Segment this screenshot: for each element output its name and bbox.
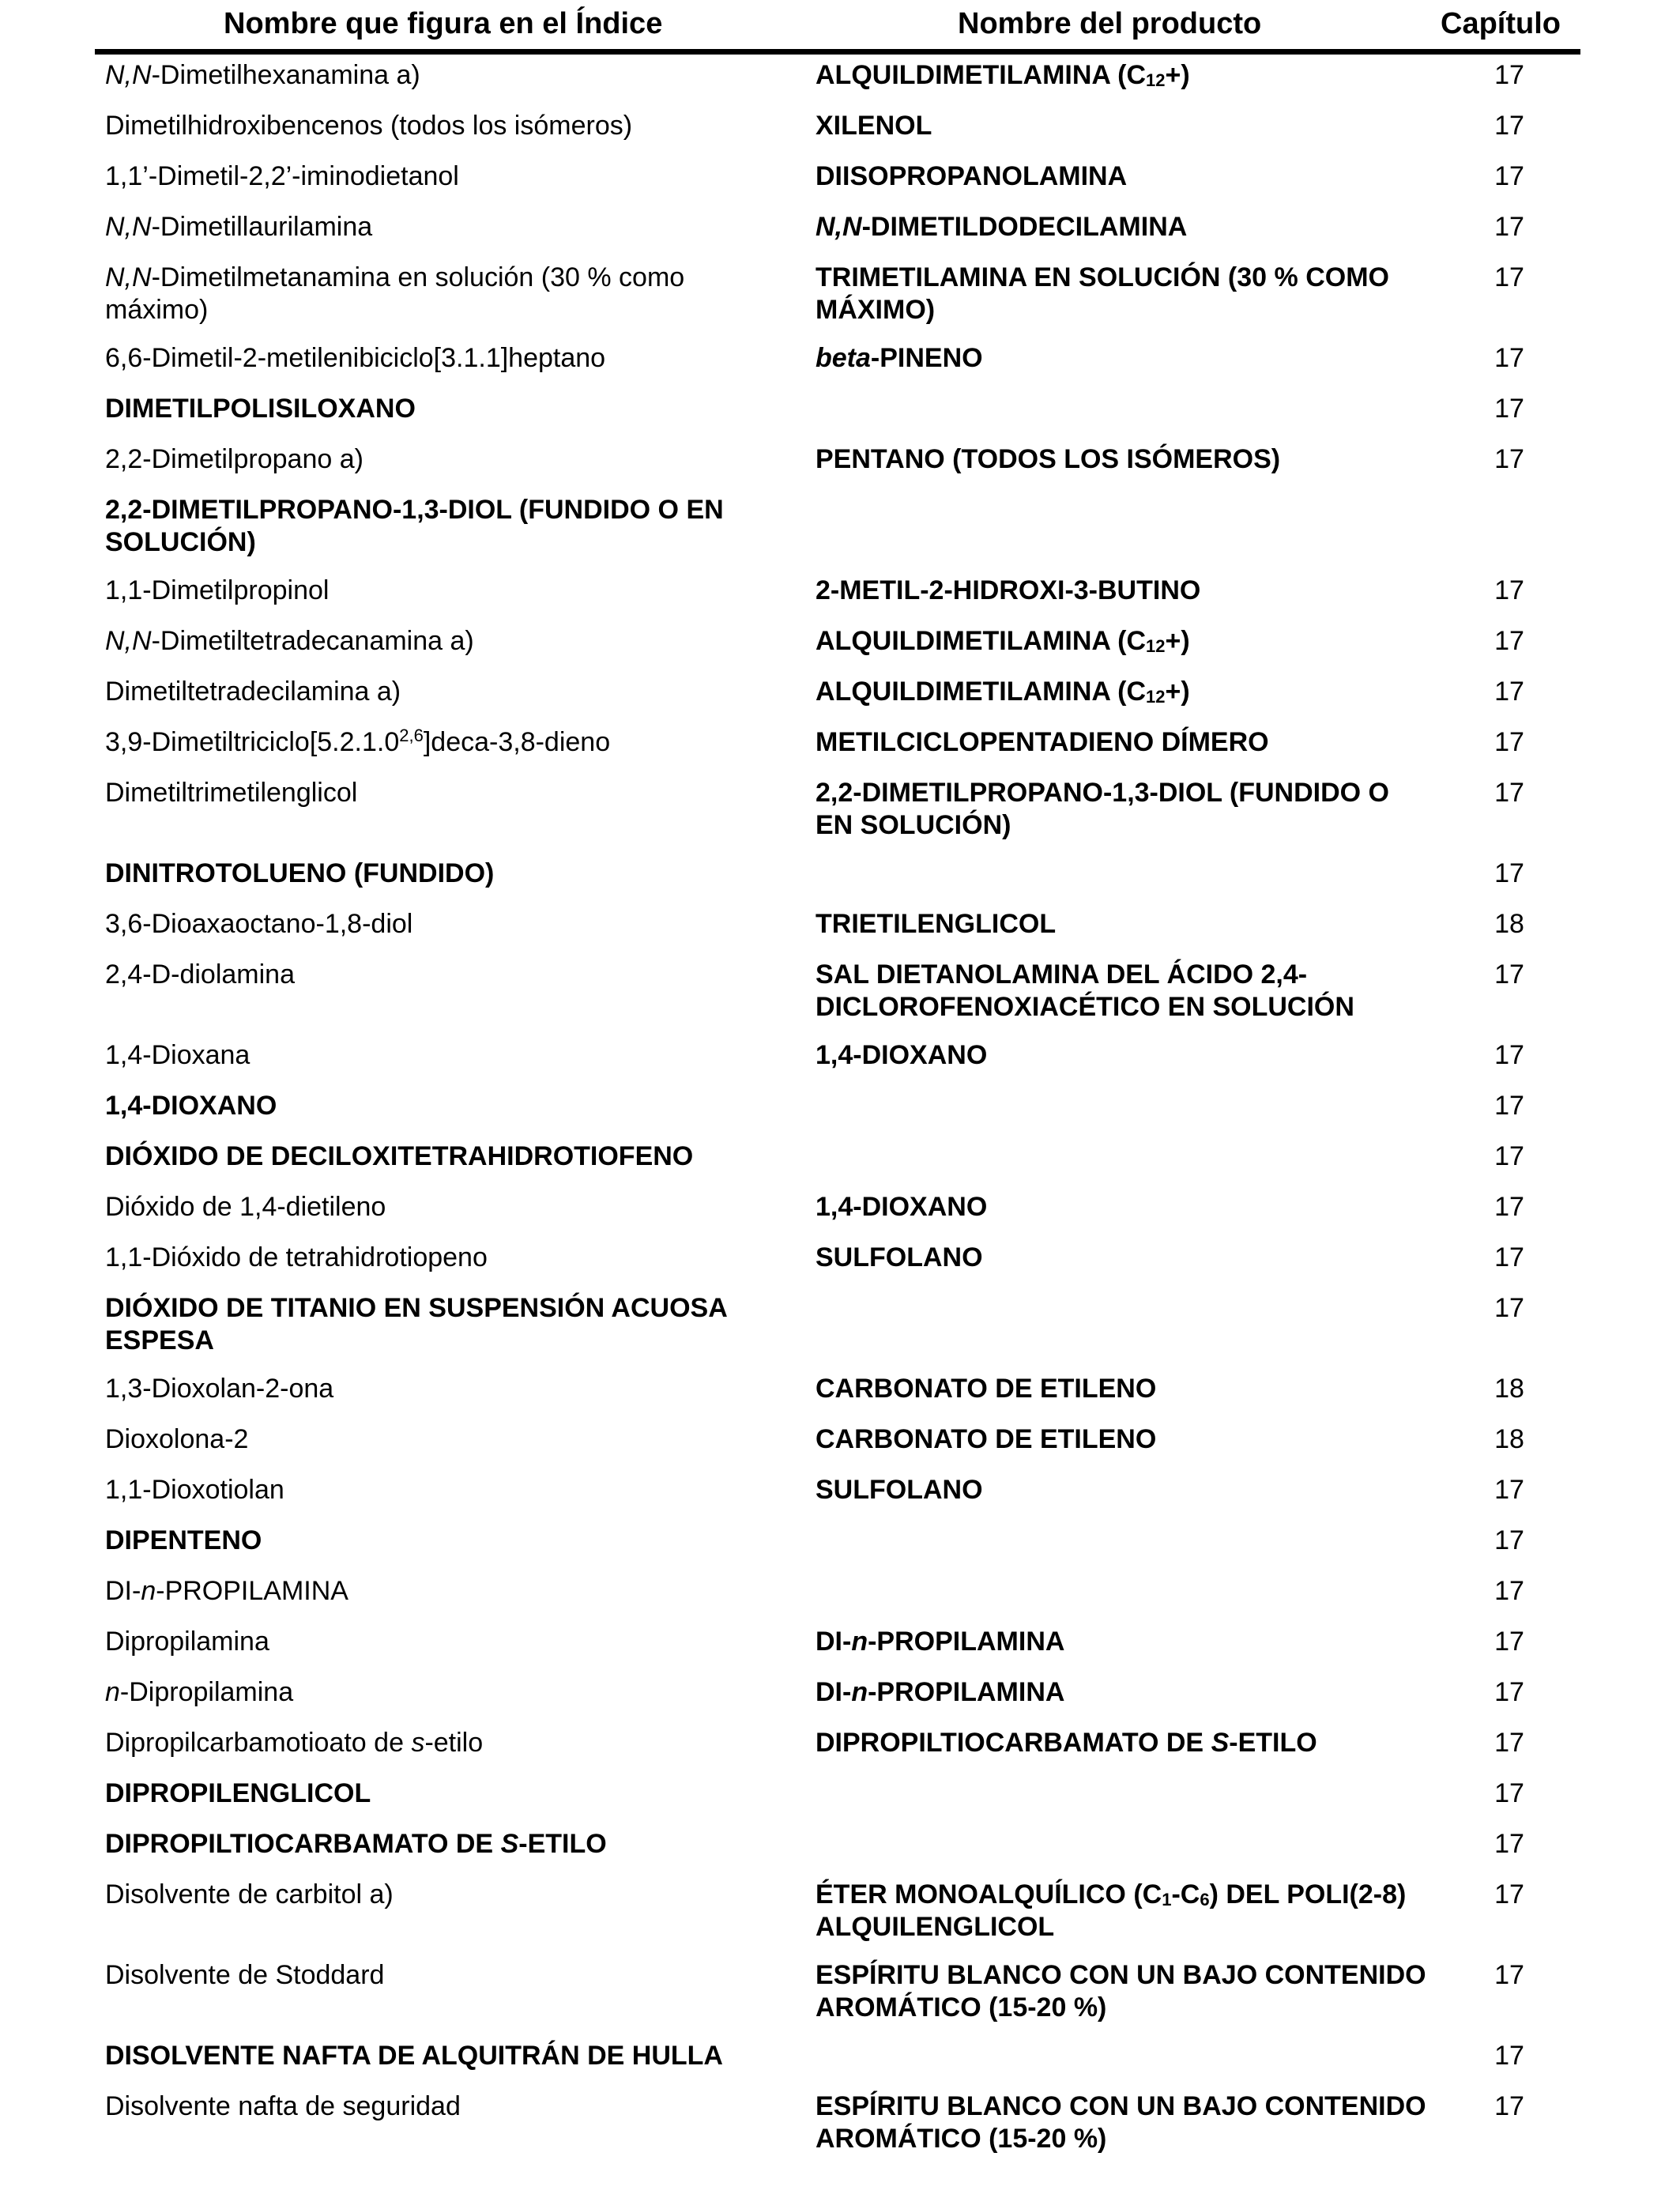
product-name-cell: SAL DIETANOLAMINA DEL ÁCIDO 2,4-DICLOROFENOXIACÉTICO EN SOLUCIÓN <box>816 959 1354 1022</box>
index-name-cell: Disolvente de Stoddard <box>105 1960 385 1990</box>
column-header-index-name: Nombre que figura en el Índice <box>224 7 663 40</box>
index-name-cell: 6,6-Dimetil-2-metilenibiciclo[3.1.1]heptano <box>105 343 606 373</box>
index-name-cell: 1,1-Dioxotiolan <box>105 1475 284 1505</box>
chapter-cell: 17 <box>1494 212 1524 242</box>
index-name-cell: Disolvente de carbitol a) <box>105 1879 394 1909</box>
product-name-cell: 1,4-DIOXANO <box>816 1192 988 1222</box>
index-name-cell: DIMETILPOLISILOXANO <box>105 394 416 424</box>
chapter-cell: 17 <box>1494 2041 1524 2071</box>
index-name-cell: 1,1’-Dimetil-2,2’-iminodietanol <box>105 161 459 191</box>
chapter-cell: 17 <box>1494 444 1524 474</box>
product-name-cell: ESPÍRITU BLANCO CON UN BAJO CONTENIDO AROMÁTICO (15-20 %) <box>816 1960 1426 2022</box>
chapter-cell: 17 <box>1494 727 1524 757</box>
index-name-cell: 1,1-Dióxido de tetrahidrotiopeno <box>105 1242 488 1272</box>
column-header-product-name: Nombre del producto <box>958 7 1262 40</box>
product-name-cell: SULFOLANO <box>816 1475 983 1505</box>
index-name-cell: Disolvente nafta de seguridad <box>105 2091 461 2121</box>
chapter-cell: 17 <box>1494 343 1524 373</box>
product-name-cell: ALQUILDIMETILAMINA $(C_{12}+)$ <box>816 60 1190 90</box>
index-name-cell: 2,2-DIMETILPROPANO-1,3-DIOL (FUNDIDO O EN SOLUCIÓN) <box>105 495 724 557</box>
index-name-cell: DISOLVENTE NAFTA DE ALQUITRÁN DE HULLA <box>105 2041 723 2071</box>
index-name-cell: Dipropilcarbamotioato de s-etilo <box>105 1728 484 1758</box>
chapter-cell: 17 <box>1494 575 1524 605</box>
product-name-cell: ÉTER MONOALQUÍLICO $(C_1-C_6)$ DEL POLI(2-8) ALQUILENGLICOL <box>816 1879 1407 1942</box>
product-name-cell: N,N-DIMETILDODECILAMINA <box>816 212 1188 242</box>
index-name-cell: 1,4-Dioxana <box>105 1040 250 1070</box>
product-name-cell: DI-n-PROPILAMINA <box>816 1677 1065 1707</box>
chapter-cell: 17 <box>1494 1242 1524 1272</box>
chapter-cell: 17 <box>1494 626 1524 656</box>
chapter-cell: 17 <box>1494 111 1524 141</box>
chapter-cell: 17 <box>1494 1192 1524 1222</box>
product-name-cell: PENTANO (TODOS LOS ISÓMEROS) <box>816 444 1281 474</box>
product-name-cell: DIISOPROPANOLAMINA <box>816 161 1128 191</box>
index-name-cell: Dimetilhidroxibencenos (todos los isómeros) <box>105 111 633 141</box>
index-name-cell: N,N-Dimetilmetanamina en solución (30 % como máximo) <box>105 262 685 325</box>
index-name-cell: 3,9-Dimetiltriciclo[5.2.1.0$^{2,6}$]deca-3,8-dieno <box>105 726 611 757</box>
product-name-cell: DI-n-PROPILAMINA <box>816 1627 1065 1657</box>
product-name-cell: DIPROPILTIOCARBAMATO DE S-ETILO <box>816 1728 1317 1758</box>
chapter-cell: 17 <box>1494 959 1524 990</box>
index-name-cell: n-Dipropilamina <box>105 1677 294 1707</box>
index-name-cell: DIPROPILENGLICOL <box>105 1778 371 1808</box>
product-name-cell: TRIMETILAMINA EN SOLUCIÓN (30 % COMO MÁXIMO) <box>816 262 1389 325</box>
chapter-cell: 17 <box>1494 1525 1524 1555</box>
product-name-cell: CARBONATO DE ETILENO <box>816 1424 1157 1454</box>
chapter-cell: 18 <box>1494 909 1524 939</box>
index-name-cell: Dimetiltrimetilenglicol <box>105 778 358 808</box>
index-name-cell: N,N-Dimetiltetradecanamina a) <box>105 626 474 656</box>
product-name-cell: 2-METIL-2-HIDROXI-3-BUTINO <box>816 575 1201 605</box>
index-name-cell: DIÓXIDO DE TITANIO EN SUSPENSIÓN ACUOSA ESPESA <box>105 1293 727 1355</box>
index-name-cell: N,N-Dimetillaurilamina <box>105 212 373 242</box>
chapter-cell: 17 <box>1494 1091 1524 1121</box>
chapter-cell: 18 <box>1494 1424 1524 1454</box>
index-name-cell: DI-n-PROPILAMINA <box>105 1576 348 1606</box>
product-name-cell: 1,4-DIOXANO <box>816 1040 988 1070</box>
chapter-cell: 17 <box>1494 1960 1524 1990</box>
index-name-cell: 3,6-Dioaxaoctano-1,8-diol <box>105 909 413 939</box>
chapter-cell: 17 <box>1494 1576 1524 1606</box>
chapter-cell: 17 <box>1494 858 1524 888</box>
chapter-cell: 17 <box>1494 60 1524 90</box>
product-name-cell: TRIETILENGLICOL <box>816 909 1057 939</box>
chapter-cell: 17 <box>1494 262 1524 292</box>
product-name-cell: CARBONATO DE ETILENO <box>816 1374 1157 1404</box>
index-name-cell: Dimetiltetradecilamina a) <box>105 677 401 707</box>
chapter-cell: 17 <box>1494 394 1524 424</box>
product-name-cell: XILENOL <box>816 111 932 141</box>
index-name-cell: N,N-Dimetilhexanamina a) <box>105 60 420 90</box>
product-name-cell: ALQUILDIMETILAMINA $(C_{12}+)$ <box>816 626 1190 656</box>
chapter-cell: 17 <box>1494 1040 1524 1070</box>
chapter-cell: 17 <box>1494 1879 1524 1909</box>
index-name-cell: DINITROTOLUENO (FUNDIDO) <box>105 858 495 888</box>
index-name-cell: 2,4-D-diolamina <box>105 959 295 990</box>
chapter-cell: 17 <box>1494 2091 1524 2121</box>
index-name-cell: Dipropilamina <box>105 1627 269 1657</box>
chapter-cell: 17 <box>1494 161 1524 191</box>
index-name-cell: 1,1-Dimetilpropinol <box>105 575 330 605</box>
column-header-chapter: Capítulo <box>1441 7 1561 40</box>
chapter-cell: 17 <box>1494 1677 1524 1707</box>
index-name-cell: DIPROPILTIOCARBAMATO DE S-ETILO <box>105 1829 607 1859</box>
index-name-cell: 2,2-Dimetilpropano a) <box>105 444 363 474</box>
chapter-cell: 17 <box>1494 677 1524 707</box>
product-name-cell: SULFOLANO <box>816 1242 983 1272</box>
product-name-cell: ESPÍRITU BLANCO CON UN BAJO CONTENIDO AROMÁTICO (15-20 %) <box>816 2091 1426 2154</box>
chapter-cell: 17 <box>1494 1293 1524 1323</box>
product-name-cell: ALQUILDIMETILAMINA $(C_{12}+)$ <box>816 677 1190 707</box>
product-name-cell: beta-PINENO <box>816 343 983 373</box>
chapter-cell: 17 <box>1494 778 1524 808</box>
chapter-cell: 17 <box>1494 1141 1524 1171</box>
chapter-cell: 18 <box>1494 1374 1524 1404</box>
chapter-cell: 17 <box>1494 1728 1524 1758</box>
chapter-cell: 17 <box>1494 1778 1524 1808</box>
product-name-cell: 2,2-DIMETILPROPANO-1,3-DIOL (FUNDIDO O EN SOLUCIÓN) <box>816 778 1390 840</box>
chapter-cell: 17 <box>1494 1475 1524 1505</box>
index-name-cell: DIÓXIDO DE DECILOXITETRAHIDROTIOFENO <box>105 1141 694 1171</box>
index-name-cell: 1,4-DIOXANO <box>105 1091 277 1121</box>
index-name-cell: Dióxido de 1,4-dietileno <box>105 1192 386 1222</box>
index-name-cell: DIPENTENO <box>105 1525 262 1555</box>
chapter-cell: 17 <box>1494 1627 1524 1657</box>
index-name-cell: 1,3-Dioxolan-2-ona <box>105 1374 334 1404</box>
chapter-cell: 17 <box>1494 1829 1524 1859</box>
index-name-cell: Dioxolona-2 <box>105 1424 249 1454</box>
product-name-cell: METILCICLOPENTADIENO DÍMERO <box>816 727 1269 757</box>
